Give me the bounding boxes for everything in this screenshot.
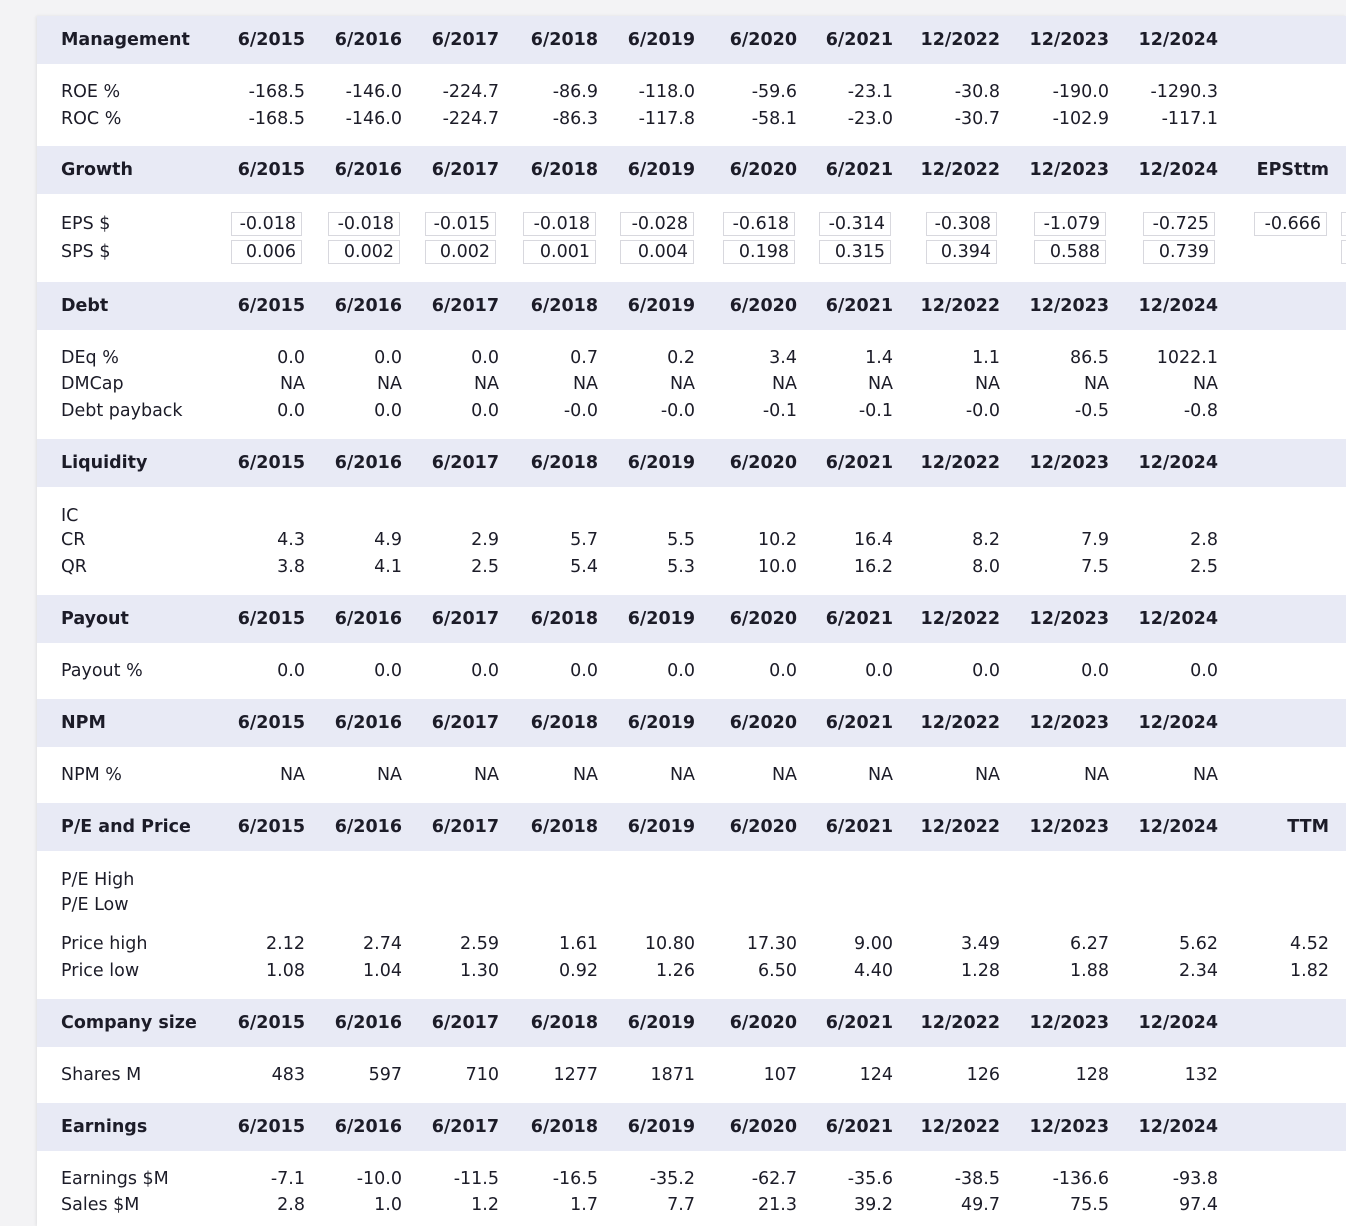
value-cell: -0.0	[660, 401, 695, 421]
year-header: 6/2021	[825, 453, 893, 473]
value-cell: -0.5	[1074, 401, 1109, 421]
value-cell: 0.198	[723, 240, 795, 264]
year-header: 12/2024	[1138, 30, 1218, 50]
section-title: Liquidity	[61, 453, 148, 473]
value-cell: 7.7	[667, 1195, 695, 1215]
year-header: 6/2018	[530, 296, 598, 316]
year-header: 6/2016	[334, 1117, 402, 1137]
value-cell: 0.0	[1081, 661, 1109, 681]
value-cell: 9.00	[854, 934, 893, 954]
year-header: 6/2015	[237, 713, 305, 733]
year-header: 6/2018	[530, 609, 598, 629]
value-cell: 2.34	[1179, 961, 1218, 981]
value-cell: 0.0	[374, 348, 402, 368]
row-label: P/E High	[61, 870, 135, 890]
value-cell: -0.018	[328, 212, 400, 236]
value-cell: 1.88	[1070, 961, 1109, 981]
section-title: Debt	[61, 296, 109, 316]
section-title: Payout	[61, 609, 129, 629]
value-cell: 5.3	[667, 557, 695, 577]
extra-value-cell: 4.52	[1290, 934, 1329, 954]
value-cell: -117.8	[638, 109, 695, 129]
section-title: Growth	[61, 160, 134, 180]
section-header	[37, 439, 1346, 487]
year-header: 6/2019	[627, 453, 695, 473]
section-title: Management	[61, 30, 190, 50]
value-cell: NA	[1192, 374, 1218, 394]
value-cell: 1.08	[266, 961, 305, 981]
clipped-value-cell	[1341, 212, 1346, 236]
value-cell: -0.0	[965, 401, 1000, 421]
year-header: 12/2023	[1029, 609, 1109, 629]
year-header: 12/2024	[1138, 1117, 1218, 1137]
value-cell: 1.2	[471, 1195, 499, 1215]
year-header: 6/2020	[729, 713, 797, 733]
extra-column-header: TTM	[1287, 817, 1329, 837]
year-header: 6/2016	[334, 296, 402, 316]
value-cell: 1022.1	[1156, 348, 1218, 368]
value-cell: 1.1	[972, 348, 1000, 368]
year-header: 12/2023	[1029, 1117, 1109, 1137]
year-header: 6/2019	[627, 30, 695, 50]
value-cell: 0.0	[277, 661, 305, 681]
value-cell: 4.1	[374, 557, 402, 577]
value-cell: -38.5	[954, 1169, 1000, 1189]
value-cell: 0.394	[926, 240, 997, 264]
value-cell: 2.74	[363, 934, 402, 954]
value-cell: 0.0	[471, 401, 499, 421]
year-header: 6/2016	[334, 453, 402, 473]
value-cell: 2.9	[471, 530, 499, 550]
year-header: 6/2021	[825, 609, 893, 629]
year-header: 6/2017	[431, 817, 499, 837]
value-cell: 0.0	[374, 661, 402, 681]
value-cell: 5.62	[1179, 934, 1218, 954]
year-header: 6/2019	[627, 1013, 695, 1033]
year-header: 6/2017	[431, 1013, 499, 1033]
value-cell: 597	[368, 1065, 402, 1085]
value-cell: 0.004	[620, 240, 694, 264]
value-cell: 0.0	[865, 661, 893, 681]
extra-column-header: EPSttm	[1256, 160, 1329, 180]
value-cell: NA	[669, 374, 695, 394]
value-cell: 39.2	[854, 1195, 893, 1215]
row-label: P/E Low	[61, 895, 129, 915]
row-label: Price high	[61, 934, 148, 954]
year-header: 12/2024	[1138, 160, 1218, 180]
value-cell: 0.0	[277, 401, 305, 421]
value-cell: 2.8	[277, 1195, 305, 1215]
year-header: 12/2024	[1138, 1013, 1218, 1033]
year-header: 6/2015	[237, 296, 305, 316]
row-label: Sales $M	[61, 1195, 140, 1215]
value-cell: 7.5	[1081, 557, 1109, 577]
value-cell: NA	[279, 374, 305, 394]
value-cell: 49.7	[961, 1195, 1000, 1215]
value-cell: NA	[1083, 374, 1109, 394]
value-cell: 1.61	[559, 934, 598, 954]
row-label: ROC %	[61, 109, 122, 129]
value-cell: 10.80	[644, 934, 695, 954]
row-label: NPM %	[61, 765, 122, 785]
section-header	[37, 146, 1346, 194]
value-cell: -23.0	[847, 109, 893, 129]
value-cell: -0.028	[620, 212, 694, 236]
value-cell: 1.04	[363, 961, 402, 981]
year-header: 6/2020	[729, 1117, 797, 1137]
year-header: 6/2018	[530, 1013, 598, 1033]
value-cell: 0.002	[425, 240, 496, 264]
value-cell: -168.5	[248, 109, 305, 129]
value-cell: 5.5	[667, 530, 695, 550]
value-cell: NA	[376, 374, 402, 394]
year-header: 6/2017	[431, 296, 499, 316]
value-cell: 0.001	[523, 240, 596, 264]
section-title: Company size	[61, 1013, 197, 1033]
value-cell: -35.6	[847, 1169, 893, 1189]
value-cell: NA	[473, 765, 499, 785]
value-cell: NA	[669, 765, 695, 785]
year-header: 6/2018	[530, 453, 598, 473]
value-cell: NA	[771, 765, 797, 785]
value-cell: -30.8	[954, 82, 1000, 102]
value-cell: 0.0	[570, 661, 598, 681]
value-cell: -146.0	[345, 109, 402, 129]
value-cell: NA	[279, 765, 305, 785]
year-header: 6/2020	[729, 1013, 797, 1033]
year-header: 6/2017	[431, 1117, 499, 1137]
year-header: 12/2024	[1138, 713, 1218, 733]
year-header: 6/2016	[334, 609, 402, 629]
value-cell: 0.0	[471, 661, 499, 681]
year-header: 6/2015	[237, 160, 305, 180]
value-cell: 16.2	[854, 557, 893, 577]
value-cell: 128	[1075, 1065, 1109, 1085]
value-cell: 0.0	[277, 348, 305, 368]
section-header	[37, 803, 1346, 851]
value-cell: 10.0	[758, 557, 797, 577]
value-cell: 107	[763, 1065, 797, 1085]
value-cell: -62.7	[751, 1169, 797, 1189]
row-label: CR	[61, 530, 86, 550]
value-cell: 1.4	[865, 348, 893, 368]
year-header: 6/2018	[530, 817, 598, 837]
value-cell: NA	[1083, 765, 1109, 785]
value-cell: -224.7	[442, 109, 499, 129]
year-header: 12/2023	[1029, 817, 1109, 837]
year-header: 12/2024	[1138, 817, 1218, 837]
value-cell: NA	[974, 765, 1000, 785]
year-header: 12/2024	[1138, 609, 1218, 629]
section-title: P/E and Price	[61, 817, 191, 837]
value-cell: 4.3	[277, 530, 305, 550]
value-cell: 0.739	[1143, 240, 1215, 264]
section-header	[37, 699, 1346, 747]
value-cell: -86.9	[552, 82, 598, 102]
value-cell: -0.018	[523, 212, 596, 236]
value-cell: -0.618	[723, 212, 795, 236]
value-cell: 5.4	[570, 557, 598, 577]
value-cell: 2.5	[471, 557, 499, 577]
year-header: 6/2020	[729, 453, 797, 473]
value-cell: 7.9	[1081, 530, 1109, 550]
year-header: 6/2019	[627, 160, 695, 180]
year-header: 6/2017	[431, 30, 499, 50]
value-cell: 16.4	[854, 530, 893, 550]
value-cell: 0.0	[1190, 661, 1218, 681]
year-header: 6/2020	[729, 609, 797, 629]
year-header: 6/2019	[627, 296, 695, 316]
value-cell: -30.7	[954, 109, 1000, 129]
value-cell: 0.0	[374, 401, 402, 421]
value-cell: 1.7	[570, 1195, 598, 1215]
year-header: 6/2020	[729, 296, 797, 316]
year-header: 6/2017	[431, 160, 499, 180]
value-cell: -0.1	[762, 401, 797, 421]
value-cell: -16.5	[552, 1169, 598, 1189]
value-cell: -58.1	[751, 109, 797, 129]
year-header: 6/2015	[237, 817, 305, 837]
value-cell: 97.4	[1179, 1195, 1218, 1215]
value-cell: 483	[271, 1065, 305, 1085]
year-header: 6/2015	[237, 1117, 305, 1137]
value-cell: 17.30	[746, 934, 797, 954]
year-header: 6/2017	[431, 609, 499, 629]
year-header: 12/2022	[920, 817, 1000, 837]
year-header: 6/2020	[729, 30, 797, 50]
value-cell: NA	[473, 374, 499, 394]
clipped-value-cell	[1341, 240, 1346, 264]
value-cell: 0.2	[667, 348, 695, 368]
year-header: 12/2023	[1029, 1013, 1109, 1033]
value-cell: 3.4	[769, 348, 797, 368]
value-cell: -59.6	[751, 82, 797, 102]
value-cell: 132	[1184, 1065, 1218, 1085]
row-label: IC	[61, 506, 79, 526]
value-cell: 0.0	[769, 661, 797, 681]
row-label: EPS $	[61, 214, 111, 234]
value-cell: -224.7	[442, 82, 499, 102]
value-cell: -0.0	[563, 401, 598, 421]
year-header: 12/2024	[1138, 296, 1218, 316]
value-cell: 0.92	[559, 961, 598, 981]
value-cell: -35.2	[649, 1169, 695, 1189]
value-cell: NA	[974, 374, 1000, 394]
year-header: 6/2021	[825, 817, 893, 837]
section-header	[37, 16, 1346, 64]
value-cell: -0.018	[231, 212, 302, 236]
value-cell: 5.7	[570, 530, 598, 550]
row-label: ROE %	[61, 82, 121, 102]
value-cell: -93.8	[1172, 1169, 1218, 1189]
value-cell: -117.1	[1161, 109, 1218, 129]
year-header: 6/2018	[530, 30, 598, 50]
year-header: 6/2015	[237, 1013, 305, 1033]
value-cell: 3.8	[277, 557, 305, 577]
value-cell: -0.725	[1143, 212, 1215, 236]
year-header: 6/2016	[334, 817, 402, 837]
row-label: DMCap	[61, 374, 124, 394]
value-cell: 2.5	[1190, 557, 1218, 577]
row-label: Earnings $M	[61, 1169, 169, 1189]
value-cell: -86.3	[552, 109, 598, 129]
extra-value-cell: 1.82	[1290, 961, 1329, 981]
year-header: 12/2022	[920, 160, 1000, 180]
value-cell: -0.015	[425, 212, 496, 236]
year-header: 6/2021	[825, 296, 893, 316]
year-header: 12/2023	[1029, 30, 1109, 50]
row-label: SPS $	[61, 242, 111, 262]
value-cell: 1.30	[460, 961, 499, 981]
section-header	[37, 282, 1346, 330]
year-header: 6/2021	[825, 1013, 893, 1033]
value-cell: 1871	[650, 1065, 695, 1085]
year-header: 6/2016	[334, 30, 402, 50]
year-header: 6/2016	[334, 160, 402, 180]
year-header: 6/2017	[431, 453, 499, 473]
value-cell: -0.8	[1183, 401, 1218, 421]
year-header: 6/2016	[334, 1013, 402, 1033]
year-header: 12/2023	[1029, 713, 1109, 733]
row-label: Payout %	[61, 661, 143, 681]
value-cell: 1.0	[374, 1195, 402, 1215]
year-header: 12/2022	[920, 1117, 1000, 1137]
value-cell: 0.0	[471, 348, 499, 368]
value-cell: NA	[867, 374, 893, 394]
year-header: 12/2022	[920, 296, 1000, 316]
year-header: 12/2024	[1138, 453, 1218, 473]
section-header	[37, 1103, 1346, 1151]
year-header: 6/2019	[627, 609, 695, 629]
year-header: 6/2018	[530, 160, 598, 180]
value-cell: 1.26	[656, 961, 695, 981]
value-cell: -0.314	[819, 212, 891, 236]
value-cell: 0.002	[328, 240, 400, 264]
value-cell: -0.1	[858, 401, 893, 421]
year-header: 6/2019	[627, 817, 695, 837]
value-cell: 1277	[553, 1065, 598, 1085]
value-cell: NA	[867, 765, 893, 785]
value-cell: 710	[465, 1065, 499, 1085]
year-header: 6/2016	[334, 713, 402, 733]
value-cell: 75.5	[1070, 1195, 1109, 1215]
year-header: 6/2019	[627, 1117, 695, 1137]
value-cell: -1.079	[1034, 212, 1106, 236]
year-header: 6/2019	[627, 713, 695, 733]
value-cell: NA	[771, 374, 797, 394]
value-cell: 0.315	[819, 240, 891, 264]
section-header	[37, 999, 1346, 1047]
year-header: 6/2018	[530, 1117, 598, 1137]
value-cell: 2.8	[1190, 530, 1218, 550]
value-cell: -136.6	[1052, 1169, 1109, 1189]
year-header: 6/2021	[825, 713, 893, 733]
value-cell: -0.308	[926, 212, 997, 236]
value-cell: 126	[966, 1065, 1000, 1085]
value-cell: -118.0	[638, 82, 695, 102]
value-cell: NA	[572, 765, 598, 785]
value-cell: 1.28	[961, 961, 1000, 981]
value-cell: 8.2	[972, 530, 1000, 550]
year-header: 6/2015	[237, 453, 305, 473]
row-label: Shares M	[61, 1065, 142, 1085]
value-cell: 0.0	[667, 661, 695, 681]
value-cell: NA	[1192, 765, 1218, 785]
year-header: 6/2021	[825, 30, 893, 50]
value-cell: NA	[376, 765, 402, 785]
extra-value-cell: -0.666	[1254, 212, 1327, 236]
year-header: 12/2023	[1029, 160, 1109, 180]
value-cell: NA	[572, 374, 598, 394]
value-cell: -102.9	[1052, 109, 1109, 129]
value-cell: -190.0	[1052, 82, 1109, 102]
value-cell: 21.3	[758, 1195, 797, 1215]
row-label: DEq %	[61, 348, 119, 368]
year-header: 12/2022	[920, 609, 1000, 629]
value-cell: 0.006	[231, 240, 302, 264]
year-header: 6/2020	[729, 160, 797, 180]
value-cell: 2.12	[266, 934, 305, 954]
section-title: Earnings	[61, 1117, 148, 1137]
year-header: 12/2022	[920, 1013, 1000, 1033]
year-header: 12/2022	[920, 30, 1000, 50]
year-header: 12/2023	[1029, 453, 1109, 473]
value-cell: 10.2	[758, 530, 797, 550]
stats-table	[37, 16, 1346, 1226]
value-cell: -7.1	[270, 1169, 305, 1189]
year-header: 6/2018	[530, 713, 598, 733]
value-cell: 4.40	[854, 961, 893, 981]
row-label: QR	[61, 557, 87, 577]
value-cell: 86.5	[1070, 348, 1109, 368]
year-header: 6/2017	[431, 713, 499, 733]
value-cell: 6.50	[758, 961, 797, 981]
value-cell: 0.0	[972, 661, 1000, 681]
row-label: Price low	[61, 961, 140, 981]
value-cell: -146.0	[345, 82, 402, 102]
row-label: Debt payback	[61, 401, 183, 421]
value-cell: 8.0	[972, 557, 1000, 577]
section-title: NPM	[61, 713, 106, 733]
value-cell: -11.5	[453, 1169, 499, 1189]
value-cell: 0.588	[1034, 240, 1106, 264]
year-header: 6/2015	[237, 609, 305, 629]
year-header: 6/2015	[237, 30, 305, 50]
year-header: 12/2023	[1029, 296, 1109, 316]
value-cell: -168.5	[248, 82, 305, 102]
value-cell: 124	[859, 1065, 893, 1085]
value-cell: 0.7	[570, 348, 598, 368]
value-cell: -10.0	[356, 1169, 402, 1189]
year-header: 6/2021	[825, 1117, 893, 1137]
value-cell: -1290.3	[1150, 82, 1218, 102]
year-header: 12/2022	[920, 713, 1000, 733]
section-header	[37, 595, 1346, 643]
year-header: 12/2022	[920, 453, 1000, 473]
value-cell: 2.59	[460, 934, 499, 954]
year-header: 6/2021	[825, 160, 893, 180]
value-cell: -23.1	[847, 82, 893, 102]
value-cell: 3.49	[961, 934, 1000, 954]
year-header: 6/2020	[729, 817, 797, 837]
value-cell: 6.27	[1070, 934, 1109, 954]
value-cell: 4.9	[374, 530, 402, 550]
